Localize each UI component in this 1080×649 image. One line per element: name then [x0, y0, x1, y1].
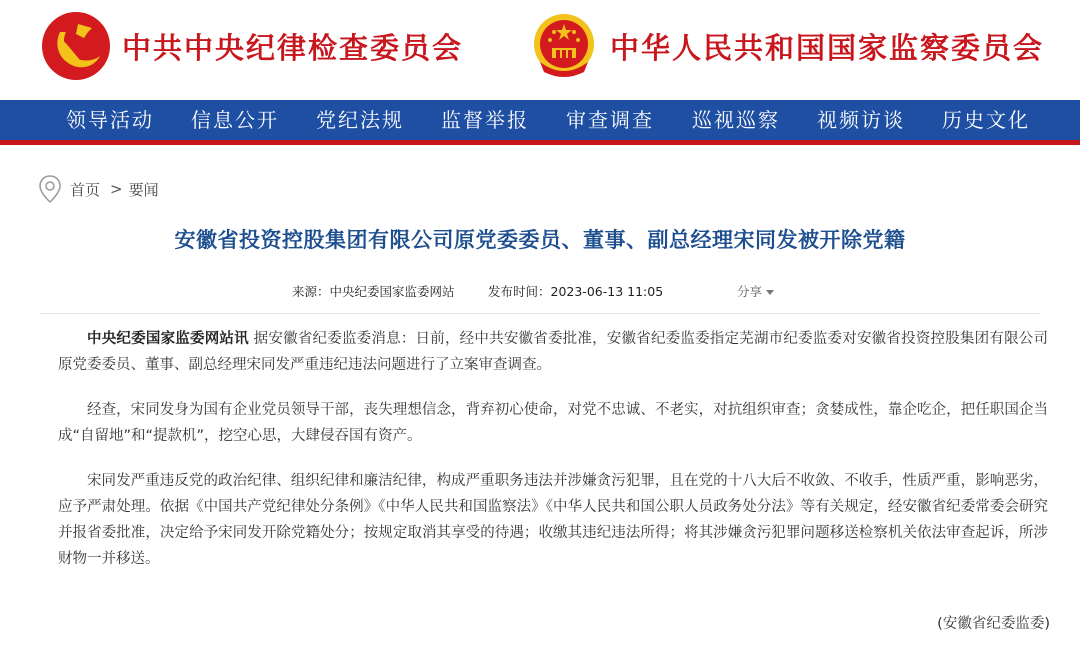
- breadcrumb-current[interactable]: 要闻: [128, 180, 159, 199]
- article-time: 发布时间：2023-06-13 11:05: [488, 284, 664, 299]
- breadcrumb: [38, 174, 159, 204]
- divider: [40, 313, 1040, 314]
- article-meta: [0, 282, 1080, 302]
- article-paragraph-1-text: 据安徽省纪委监委消息：日前，经中共安徽省委批准，安徽省纪委监委指定芜湖市纪委监委对安徽省投资控股集团有限公司原党委委员、董事、副总经理宋同发严重违纪违法问题进行了立案审查调查。: [58, 331, 1049, 373]
- article-source: 来源：中央纪委国家监委网站: [292, 284, 455, 299]
- cpc-brand[interactable]: [40, 10, 463, 82]
- nav-item-history[interactable]: 历史文化: [942, 108, 1030, 132]
- article-lead: 中央纪委国家监委网站讯: [87, 331, 249, 347]
- article-body: [58, 326, 1048, 591]
- breadcrumb-separator: >: [110, 180, 123, 198]
- caret-down-icon: [766, 290, 774, 295]
- share-button[interactable]: [737, 282, 774, 300]
- location-pin-icon: [38, 174, 62, 204]
- nav-item-info[interactable]: 信息公开: [191, 108, 279, 132]
- share-label: 分享: [737, 284, 763, 299]
- article-paragraph-2: 经查，宋同发身为国有企业党员领导干部，丧失理想信念，背弃初心使命，对党不忠诚、不老实，对抗组织审查；贪婪成性，靠企吃企，把任职国企当成“自留地”和“提款机”，挖空心思，大肆侵吞国有资产。: [58, 402, 1048, 444]
- nsc-title: 中华人民共和国国家监察委员会: [610, 30, 1045, 65]
- nav-accent-bar: [0, 140, 1080, 145]
- main-nav: [0, 100, 1080, 140]
- party-emblem-icon: [40, 10, 112, 82]
- breadcrumb-home[interactable]: 首页: [70, 180, 101, 199]
- article-title: 安徽省投资控股集团有限公司原党委委员、董事、副总经理宋同发被开除党籍: [174, 228, 906, 252]
- nav-item-investigation[interactable]: 审查调查: [566, 108, 654, 132]
- site-header: [0, 0, 1080, 100]
- national-emblem-icon: [528, 10, 600, 82]
- nav-item-inspection[interactable]: 巡视巡察: [692, 108, 780, 132]
- nav-item-leadership[interactable]: 领导活动: [66, 108, 154, 132]
- cpc-title: 中共中央纪律检查委员会: [122, 30, 464, 65]
- article-signature: (安徽省纪委监委): [937, 616, 1050, 632]
- nav-item-report[interactable]: 监督举报: [441, 108, 529, 132]
- nav-item-regulations[interactable]: 党纪法规: [316, 108, 404, 132]
- nsc-brand[interactable]: [528, 10, 1044, 82]
- article-paragraph-1: [58, 326, 1048, 378]
- nav-item-video[interactable]: 视频访谈: [817, 108, 905, 132]
- article-paragraph-3: 宋同发严重违反党的政治纪律、组织纪律和廉洁纪律，构成严重职务违法并涉嫌贪污犯罪，且在党的十八大后不收敛、不收手，性质严重，影响恶劣，应予严肃处理。依据《中国共产党纪律处分条例》《中华人民共和国监察法》《中华人民共和国公职人员政务处分法》等有关规定，经安徽省纪委常委会研究并报省委批准，决定给予宋同发开除党籍处分；按规定取消其享受的待遇；收缴其违纪违法所得；将其涉嫌贪污犯罪问题移送检察机关依法审查起诉，所涉财物一并移送。: [58, 473, 1048, 567]
